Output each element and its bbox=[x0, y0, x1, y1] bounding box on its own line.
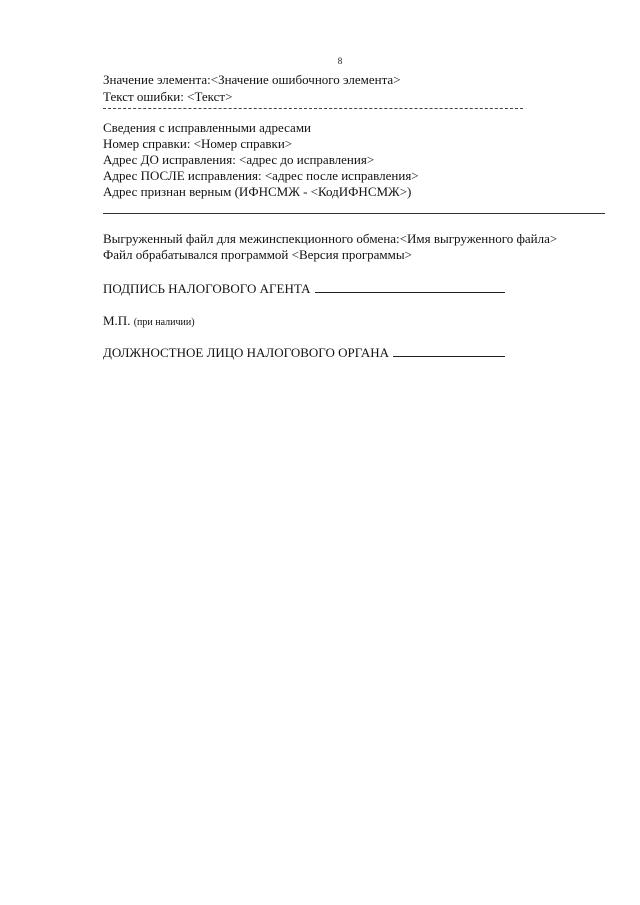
official-signature-line bbox=[393, 344, 505, 357]
stamp-label: М.П. bbox=[103, 313, 131, 328]
address-verified-line: Адрес признан верным (ИФНСМЖ - <КодИФНСМЖ>) bbox=[103, 184, 412, 199]
program-version-line: Файл обрабатывался программой <Версия программы> bbox=[103, 247, 412, 262]
agent-signature-line bbox=[315, 280, 505, 293]
exported-file-line: Выгруженный файл для межинспекционного обмена:<Имя выгруженного файла> bbox=[103, 231, 558, 246]
cert-number-line: Номер справки: <Номер справки> bbox=[103, 136, 293, 151]
agent-signature-row bbox=[103, 280, 505, 297]
address-after-line: Адрес ПОСЛЕ исправления: <адрес после исправления> bbox=[103, 168, 419, 183]
agent-signature-label: ПОДПИСЬ НАЛОГОВОГО АГЕНТА bbox=[103, 281, 311, 296]
official-signature-label: ДОЛЖНОСТНОЕ ЛИЦО НАЛОГОВОГО ОРГАНА bbox=[103, 345, 389, 360]
error-text-line: Текст ошибки: <Текст> bbox=[103, 89, 233, 104]
stamp-note: (при наличии) bbox=[133, 317, 195, 328]
dashed-separator bbox=[103, 108, 523, 109]
stamp-row bbox=[103, 313, 195, 331]
solid-separator bbox=[103, 213, 605, 214]
official-signature-row bbox=[103, 344, 505, 361]
element-value-line: Значение элемента:<Значение ошибочного элемента> bbox=[103, 72, 401, 87]
page-number: 8 bbox=[337, 56, 343, 66]
address-section-heading: Сведения с исправленными адресами bbox=[103, 120, 311, 135]
address-before-line: Адрес ДО исправления: <адрес до исправления> bbox=[103, 152, 375, 167]
